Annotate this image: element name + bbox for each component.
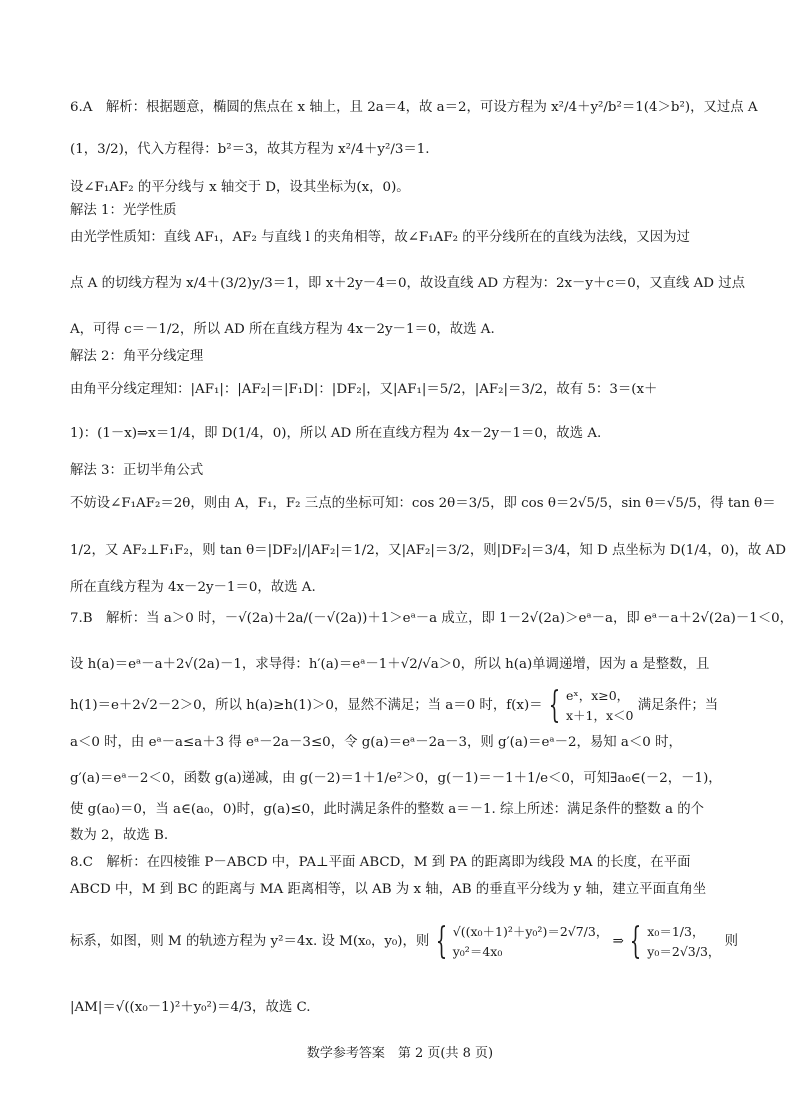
q6-line-12: 不妨设∠F₁AF₂＝2θ，则由 A，F₁，F₂ 三点的坐标可知：cos 2θ＝3/5，即 cos θ＝2√5/5，sin θ＝√5/5，得 tan θ＝ [70,496,776,511]
equation-system-1 [453,922,609,962]
method-2-heading: 解法 2：角平分线定理 [70,349,204,364]
q6-line-13: 1/2，又 AF₂⊥F₁F₂，则 tan θ＝|DF₂|/|AF₂|＝1/2，又|AF₂|＝3/2，则|DF₂|＝3/4，知 D 点坐标为 D(1/4，0)，故 AD [70,543,786,558]
q7-line-2: 设 h(a)＝eᵃ－a＋2√(2a)－1，求导得：h′(a)＝eᵃ－1＋√2/√a＞0，所以 h(a)单调递增，因为 a 是整数，且 [70,657,710,672]
q6-line-1: 6.A 解析：根据题意，椭圆的焦点在 x 轴上，且 2a＝4，故 a＝2，可设方程为 x²/4＋y²/b²＝1(4＞b²)，又过点 A [70,100,758,115]
q8-line-3 [70,921,739,962]
q7-line-1: 7.B 解析：当 a＞0 时，－√(2a)＋2a/(－√(2a))＋1＞eᵃ－a 成立，即 1－2√(2a)＞eᵃ－a，即 eᵃ－a＋2√(2a)－1＜0， [70,611,794,626]
system-2-eq-2: y₀＝2√3/3， [647,944,721,959]
q6-line-14: 所在直线方程为 4x－2y－1＝0，故选 A. [70,580,316,595]
q7-line-5: g′(a)＝eᵃ－2＜0，函数 g(a)递减，由 g(－2)＝1＋1/e²＞0，g(－1)＝－1＋1/e＜0，可知∃a₀∈(－2，－1)， [70,771,722,786]
q7-line-6: 使 g(a₀)＝0，当 a∈(a₀，0)时，g(a)≤0，此时满足条件的整数 a＝－1. 综上所述：满足条件的整数 a 的个 [70,802,705,817]
q6-line-3: 设∠F₁AF₂ 的平分线与 x 轴交于 D，设其坐标为(x，0)。 [70,180,410,195]
q8-line-4: |AM|＝√((x₀－1)²＋y₀²)＝4/3，故选 C. [70,1000,311,1015]
q6-line-10: 1)：(1－x)⇒x＝1/4，即 D(1/4，0)，所以 AD 所在直线方程为 4x－2y－1＝0，故选 A. [70,426,602,441]
equation-system-2 [647,922,720,962]
q6-line-6: 点 A 的切线方程为 x/4＋(3/2)y/3＝1，即 x＋2y－4＝0，故设直线 AD 方程为：2x－y＋c＝0，又直线 AD 过点 [70,276,746,291]
page-footer: 数学参考答案 第 2 页(共 8 页) [306,1046,494,1061]
system-2-eq-1: x₀＝1/3， [647,924,705,939]
q7-line-7: 数为 2，故选 B. [70,828,169,843]
piecewise-system [566,686,634,726]
q8-line-2: ABCD 中，M 到 BC 的距离与 MA 距离相等，以 AB 为 x 轴，AB 的垂直平分线为 y 轴，建立平面直角坐 [70,882,707,897]
left-brace-icon: { [548,685,561,726]
q7-line-4: a＜0 时，由 eᵃ－a≤a＋3 得 eᵃ－2a－3≤0，令 g(a)＝eᵃ－2a－3，则 g′(a)＝eᵃ－2，易知 a＜0 时， [70,735,682,750]
q6-line-7: A，可得 c＝－1/2，所以 AD 所在直线方程为 4x－2y－1＝0，故选 A. [70,322,495,337]
q6-line-9: 由角平分线定理知：|AF₁|：|AF₂|＝|F₁D|：|DF₂|，又|AF₁|＝5/2，|AF₂|＝3/2，故有 5：3＝(x＋ [70,382,658,397]
piecewise-case-1: eˣ，x≥0， [566,688,630,703]
piecewise-case-2: x＋1，x＜0 [566,708,634,723]
method-3-heading: 解法 3：正切半角公式 [70,463,204,478]
q8-line-1: 8.C 解析：在四棱锥 P－ABCD 中，PA⊥平面 ABCD，M 到 PA 的距离即为线段 MA 的长度，在平面 [70,855,691,870]
q8-line-3-text-b: 则 [724,934,739,949]
q7-line-3-text-b: 满足条件；当 [637,698,719,713]
system-1-eq-1: √((x₀＋1)²＋y₀²)＝2√7/3， [452,924,609,939]
implies-symbol: ⇒ [612,934,624,949]
method-1-heading: 解法 1：光学性质 [70,203,177,218]
q6-line-2: (1，3/2)，代入方程得：b²＝3，故其方程为 x²/4＋y²/3＝1. [70,142,430,157]
q7-line-3 [70,686,720,726]
left-brace-icon: { [435,921,447,962]
q8-line-3-text-a: 标系，如图，则 M 的轨迹方程为 y²＝4x. 设 M(x₀，y₀)，则 [70,934,430,949]
q7-line-3-text-a: h(1)＝e＋2√2－2＞0，所以 h(a)≥h(1)＞0，显然不满足；当 a＝0 时，f(x)＝ [70,698,543,713]
system-1-eq-2: y₀²＝4x₀ [452,944,503,959]
left-brace-icon: { [629,921,642,962]
q6-line-5: 由光学性质知：直线 AF₁，AF₂ 与直线 l 的夹角相等，故∠F₁AF₂ 的平分线所在的直线为法线，又因为过 [70,230,690,245]
